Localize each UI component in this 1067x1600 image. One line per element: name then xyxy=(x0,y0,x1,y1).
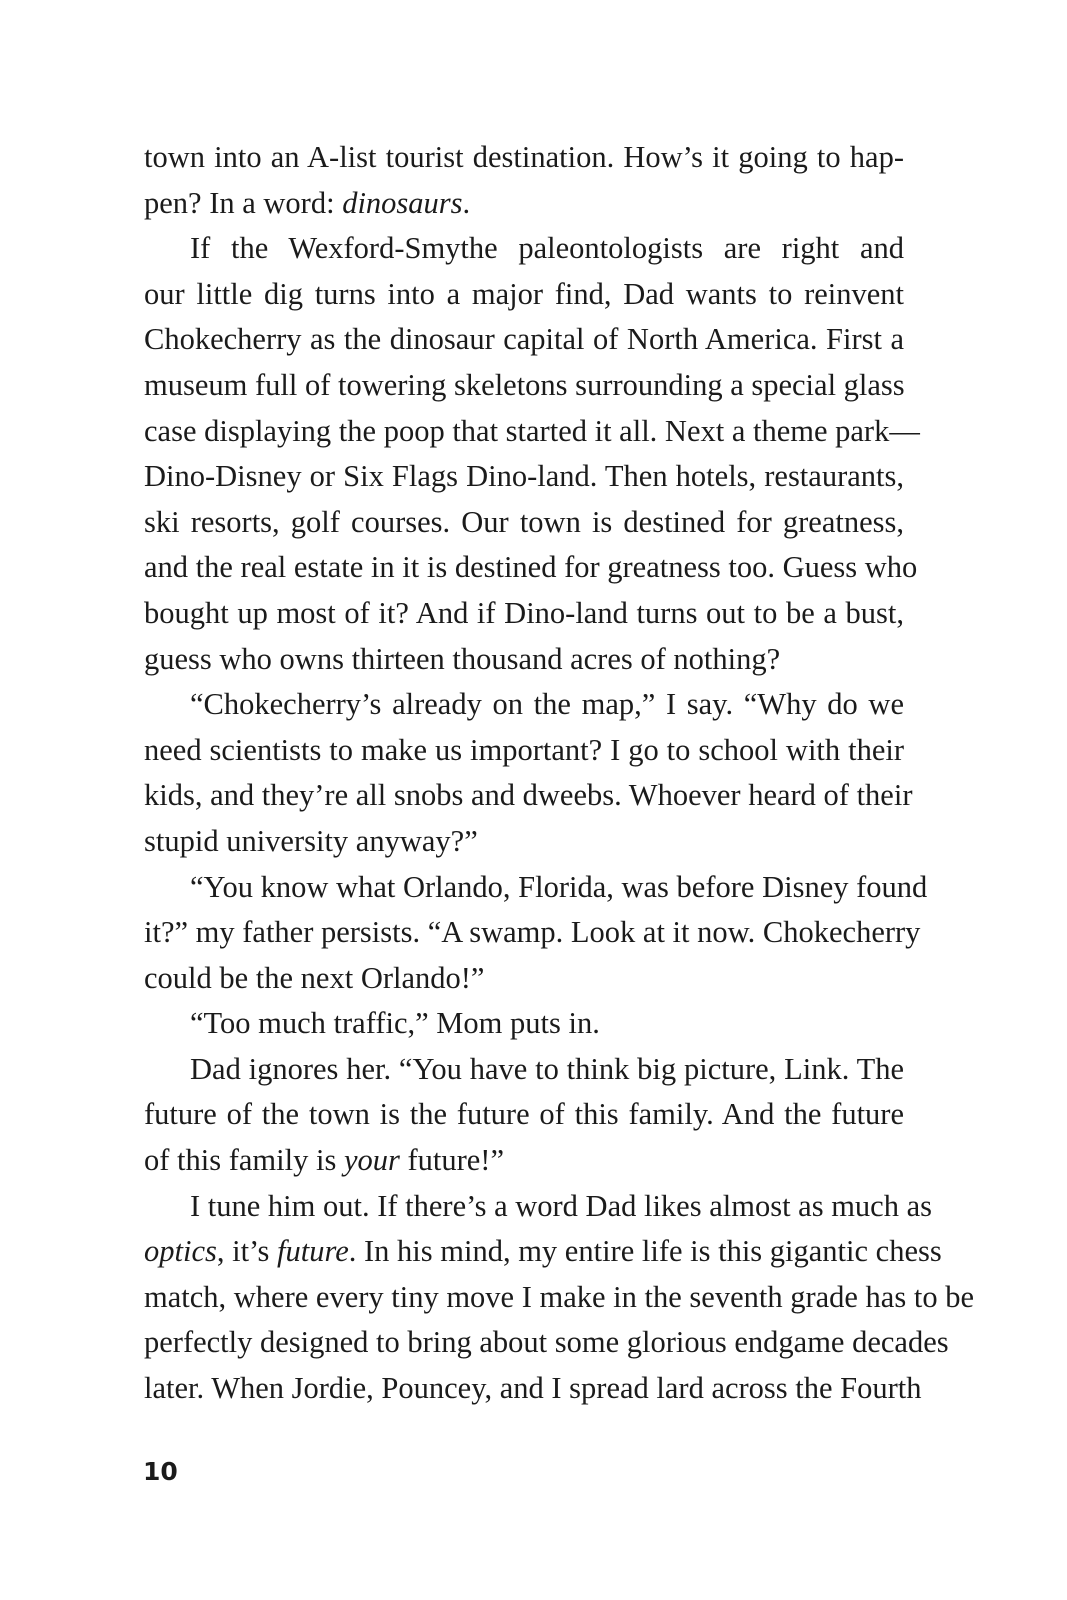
text-line xyxy=(144,1001,904,1047)
text-segment: Dad ignores her. “You have to think big picture, Link. The xyxy=(190,1051,904,1086)
text-segment: bought up most of it? And if Dino-land turns out to be a bust, xyxy=(144,595,904,630)
text-segment: . In his mind, my entire life is this gigantic chess xyxy=(348,1234,942,1269)
text-line xyxy=(144,910,921,956)
text-segment: later. When Jordie, Pouncey, and I spread lard across the Fourth xyxy=(144,1371,922,1406)
text-segment: Chokecherry as the dinosaur capital of North America. First a xyxy=(144,322,904,357)
text-segment: “Too much traffic,” Mom puts in. xyxy=(190,1006,600,1041)
text-line xyxy=(144,728,904,774)
text-segment: case displaying the poop that started it all. Next a theme park— xyxy=(144,413,920,448)
text-line xyxy=(144,1092,904,1138)
text-segment: I tune him out. If there’s a word Dad likes almost as much as xyxy=(190,1188,932,1223)
text-line xyxy=(144,819,904,865)
body-text xyxy=(144,135,974,1412)
text-line xyxy=(144,181,904,227)
text-segment: guess who owns thirteen thousand acres of nothing? xyxy=(144,641,781,676)
text-segment: ski resorts, golf courses. Our town is destined for greatness, xyxy=(144,504,904,539)
text-segment: If the Wexford-Smythe paleontologists are right and xyxy=(190,231,904,266)
text-line xyxy=(144,500,904,546)
text-segment: , it’s xyxy=(216,1234,278,1269)
text-segment: pen? In a word: xyxy=(144,185,343,220)
text-segment: our little dig turns into a major find, Dad wants to reinvent xyxy=(144,276,904,311)
text-segment: could be the next Orlando!” xyxy=(144,960,485,995)
text-segment: perfectly designed to bring about some glorious endgame decades xyxy=(144,1325,949,1360)
text-line xyxy=(144,1366,922,1412)
text-segment: town into an A-list tourist destination. How’s it going to hap- xyxy=(144,140,904,174)
italic-text: your xyxy=(343,1143,400,1178)
page-number: 10 xyxy=(143,1457,178,1486)
text-segment: Dino-Disney or Six Flags Dino-land. Then hotels, restaurants, xyxy=(144,459,904,494)
text-line xyxy=(144,454,904,500)
text-line xyxy=(144,1047,904,1093)
text-line xyxy=(144,545,918,591)
text-line xyxy=(144,317,904,363)
italic-text: future xyxy=(277,1234,349,1269)
text-segment: future!” xyxy=(399,1143,505,1178)
text-line xyxy=(144,226,904,272)
text-line xyxy=(144,363,904,409)
text-line xyxy=(144,1275,974,1321)
text-line xyxy=(144,637,904,683)
text-segment: match, where every tiny move I make in the seventh grade has to be xyxy=(144,1279,974,1314)
text-segment: and the real estate in it is destined for greatness too. Guess who xyxy=(144,550,918,585)
text-line xyxy=(144,1184,932,1230)
text-line xyxy=(144,591,904,637)
text-segment: “Chokecherry’s already on the map,” I say. “Why do we xyxy=(190,687,904,722)
text-line xyxy=(144,272,904,318)
text-line xyxy=(144,865,928,911)
text-segment: kids, and they’re all snobs and dweebs. Whoever heard of their xyxy=(144,778,913,813)
text-line xyxy=(144,1229,942,1275)
text-line xyxy=(144,956,904,1002)
text-line xyxy=(144,1138,904,1184)
text-line xyxy=(144,135,904,181)
text-line xyxy=(144,773,913,819)
text-segment: it?” my father persists. “A swamp. Look at it now. Chokecherry xyxy=(144,915,921,950)
text-segment: need scientists to make us important? I go to school with their xyxy=(144,732,904,767)
text-segment: “You know what Orlando, Florida, was before Disney found xyxy=(190,869,928,904)
text-line xyxy=(144,682,904,728)
text-segment: future of the town is the future of this family. And the future xyxy=(144,1097,904,1132)
text-segment: stupid university anyway?” xyxy=(144,823,478,858)
text-segment: of this family is xyxy=(144,1143,344,1178)
text-line xyxy=(144,409,920,455)
text-line xyxy=(144,1320,949,1366)
italic-text: dinosaurs xyxy=(342,185,463,220)
italic-text: optics xyxy=(144,1234,217,1269)
text-segment: . xyxy=(462,185,471,220)
text-segment: museum full of towering skeletons surrounding a special glass xyxy=(144,367,905,402)
